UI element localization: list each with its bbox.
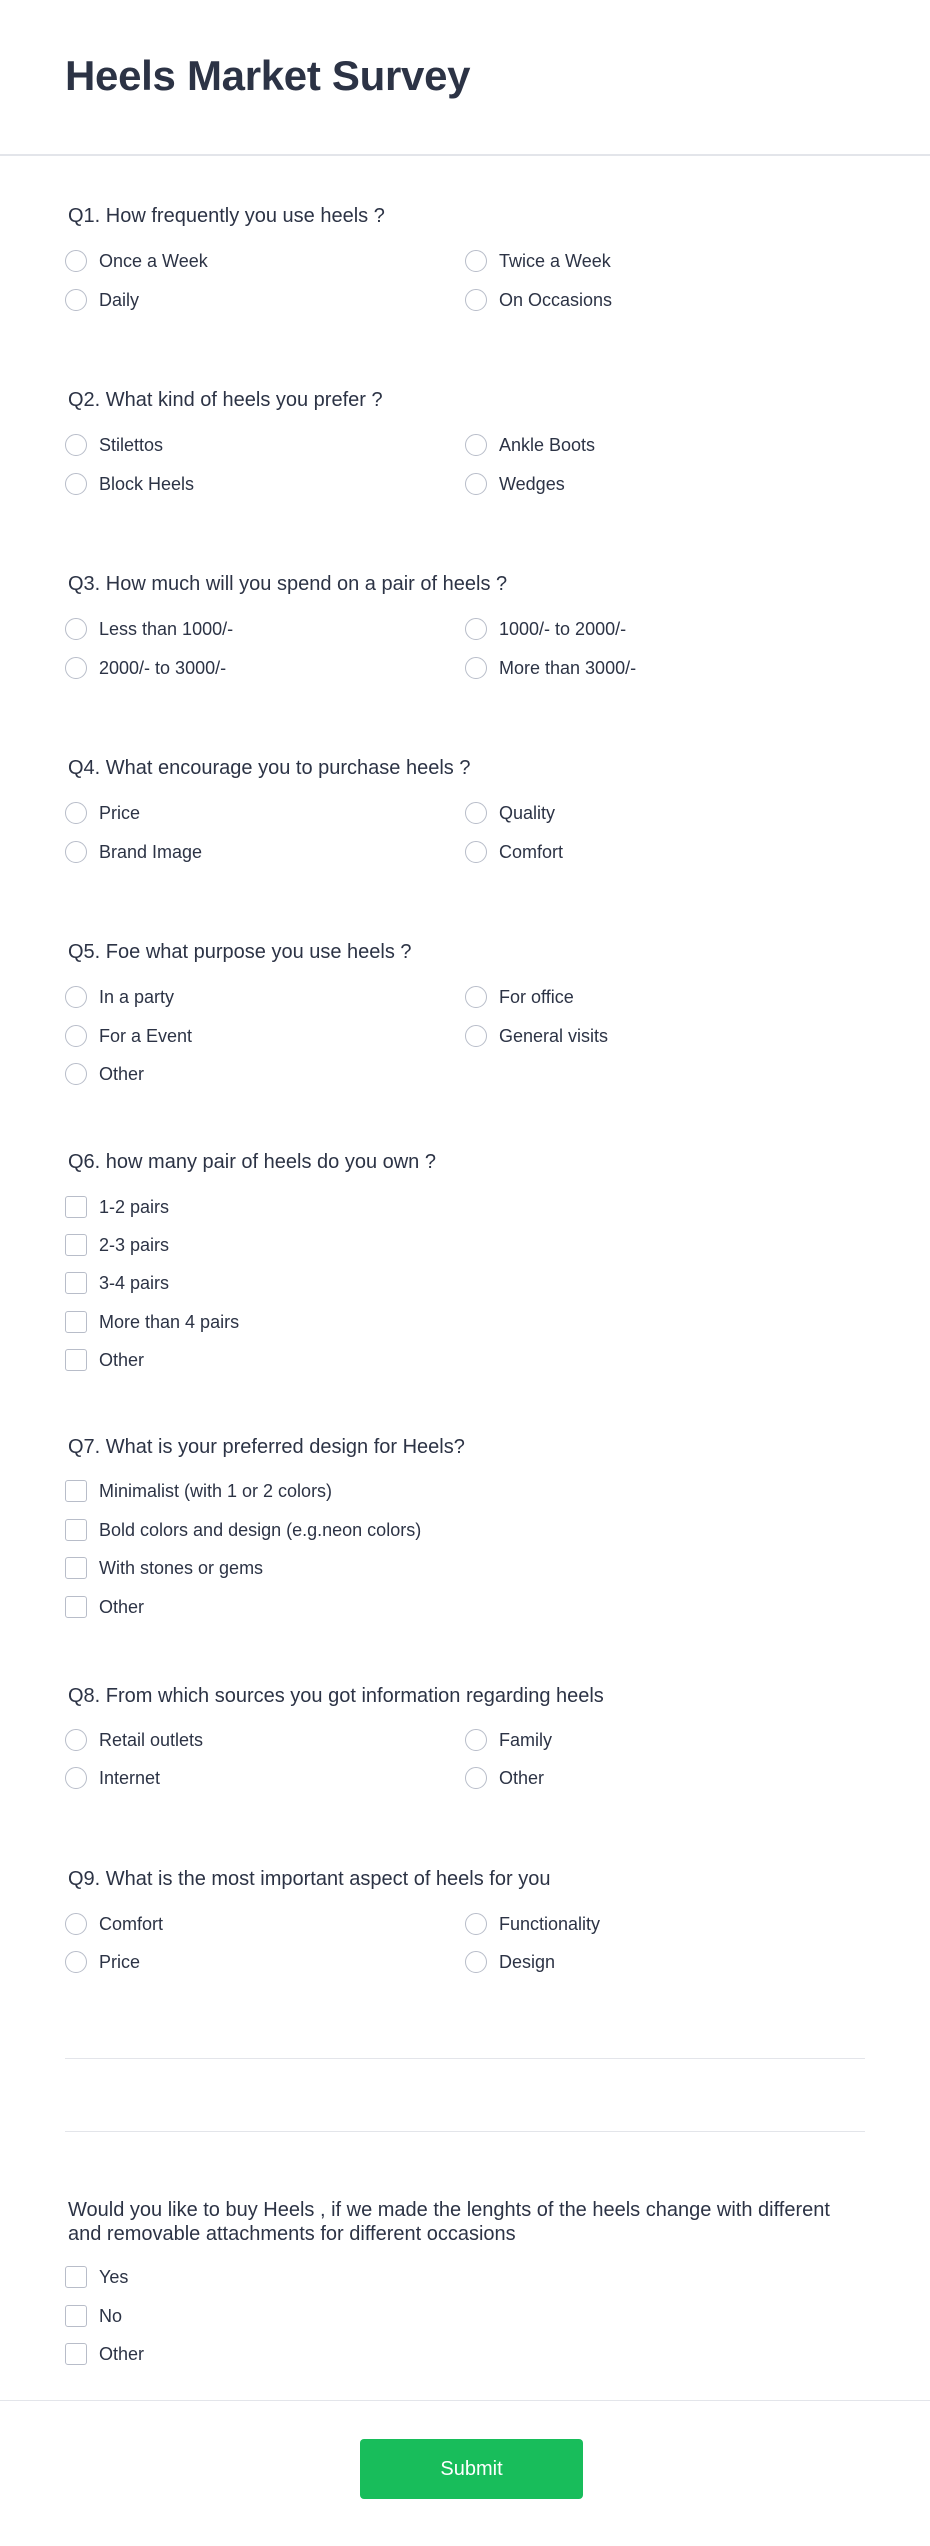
- checkbox[interactable]: [65, 1480, 87, 1502]
- question-label: Q8. From which sources you got information regarding heels: [68, 1685, 604, 1707]
- option-label: Functionality: [499, 1913, 601, 1934]
- radio-button[interactable]: [65, 802, 87, 824]
- radio-button[interactable]: [65, 618, 87, 640]
- section-divider: [65, 2058, 865, 2059]
- question-label: Would you like to buy Heels , if we made the lenghts of the heels change with different and removable attachments for different occasions: [68, 2199, 830, 2245]
- option-functionality[interactable]: [465, 1911, 600, 1937]
- option-other[interactable]: [65, 1347, 144, 1373]
- radio-button[interactable]: [465, 986, 487, 1008]
- option-family[interactable]: [465, 1727, 552, 1753]
- option-label: More than 3000/-: [499, 657, 637, 678]
- radio-button[interactable]: [465, 250, 487, 272]
- option-in-a-party[interactable]: [65, 984, 174, 1010]
- option-less-than-1000[interactable]: [65, 616, 233, 642]
- radio-button[interactable]: [465, 1913, 487, 1935]
- question-adjustable-heels: [65, 2198, 865, 2378]
- option-comfort[interactable]: [465, 839, 563, 865]
- question-q4: [65, 756, 865, 876]
- radio-button[interactable]: [465, 434, 487, 456]
- footer-divider: [0, 2400, 930, 2401]
- option-label: Once a Week: [99, 250, 208, 271]
- option-label: Stilettos: [99, 434, 164, 455]
- question-label: Q1. How frequently you use heels ?: [68, 205, 385, 227]
- option-price[interactable]: [65, 800, 140, 826]
- option-more-than-3000[interactable]: [465, 655, 636, 681]
- option-label: Daily: [99, 289, 140, 310]
- option-3-4-pairs[interactable]: [65, 1270, 169, 1296]
- checkbox[interactable]: [65, 1349, 87, 1371]
- option-yes[interactable]: [65, 2264, 128, 2290]
- option-for-office[interactable]: [465, 984, 574, 1010]
- option-label: 2-3 pairs: [99, 1234, 170, 1255]
- option-label: On Occasions: [499, 289, 613, 310]
- radio-button[interactable]: [65, 1951, 87, 1973]
- option-twice-a-week[interactable]: [465, 248, 611, 274]
- radio-button[interactable]: [65, 289, 87, 311]
- radio-button[interactable]: [465, 1025, 487, 1047]
- option-2-3-pairs[interactable]: [65, 1232, 169, 1258]
- question-label: Q4. What encourage you to purchase heels ?: [68, 757, 471, 779]
- question-label: Q7. What is your preferred design for Heels?: [68, 1436, 465, 1458]
- radio-button[interactable]: [65, 1913, 87, 1935]
- option-label: Price: [99, 802, 141, 823]
- option-label: Other: [99, 1349, 145, 1370]
- question-q9: [65, 1867, 865, 1987]
- radio-button[interactable]: [65, 250, 87, 272]
- radio-button[interactable]: [465, 1767, 487, 1789]
- option-ankle-boots[interactable]: [465, 432, 595, 458]
- option-label: Family: [499, 1729, 552, 1750]
- question-q7: [65, 1435, 865, 1635]
- option-label: Retail outlets: [99, 1729, 204, 1750]
- option-daily[interactable]: [65, 287, 139, 313]
- checkbox[interactable]: [65, 1596, 87, 1618]
- radio-button[interactable]: [465, 841, 487, 863]
- radio-button[interactable]: [465, 289, 487, 311]
- option-label: No: [99, 2305, 123, 2326]
- option-label: 3-4 pairs: [99, 1272, 170, 1293]
- option-quality[interactable]: [465, 800, 555, 826]
- question-label: Q9. What is the most important aspect of heels for you: [68, 1868, 551, 1890]
- option-label: Brand Image: [99, 841, 203, 862]
- checkbox[interactable]: [65, 1557, 87, 1579]
- option-1-2-pairs[interactable]: [65, 1194, 169, 1220]
- option-label: Twice a Week: [499, 250, 611, 271]
- option-price[interactable]: [65, 1949, 140, 1975]
- option-other[interactable]: [465, 1765, 544, 1791]
- checkbox[interactable]: [65, 2343, 87, 2365]
- radio-button[interactable]: [65, 1729, 87, 1751]
- checkbox[interactable]: [65, 1272, 87, 1294]
- option-label: 2000/- to 3000/-: [99, 657, 227, 678]
- option-label: General visits: [499, 1025, 609, 1046]
- question-q6: [65, 1150, 865, 1380]
- submit-button[interactable]: Submit: [360, 2439, 583, 2499]
- radio-button[interactable]: [65, 657, 87, 679]
- option-label: Design: [499, 1951, 556, 1972]
- section-divider: [65, 2131, 865, 2132]
- option-label: Comfort: [99, 1913, 164, 1934]
- option-label: For a Event: [99, 1025, 193, 1046]
- option-label: Bold colors and design (e.g.neon colors): [99, 1519, 422, 1540]
- question-q3: [65, 572, 865, 692]
- option-label: Comfort: [499, 841, 564, 862]
- question-label: Q6. how many pair of heels do you own ?: [68, 1151, 436, 1173]
- checkbox[interactable]: [65, 1196, 87, 1218]
- option-label: In a party: [99, 986, 175, 1007]
- option-other[interactable]: [65, 1594, 144, 1620]
- option-internet[interactable]: [65, 1765, 160, 1791]
- question-label: Q5. Foe what purpose you use heels ?: [68, 941, 412, 963]
- checkbox[interactable]: [65, 2305, 87, 2327]
- option-minimalist[interactable]: [65, 1478, 332, 1504]
- option-block-heels[interactable]: [65, 471, 194, 497]
- option-on-occasions[interactable]: [465, 287, 612, 313]
- option-label: Minimalist (with 1 or 2 colors): [99, 1480, 333, 1501]
- question-label: Q2. What kind of heels you prefer ?: [68, 389, 383, 411]
- radio-button[interactable]: [65, 473, 87, 495]
- option-wedges[interactable]: [465, 471, 565, 497]
- radio-button[interactable]: [465, 657, 487, 679]
- radio-button[interactable]: [65, 1025, 87, 1047]
- option-other[interactable]: [65, 1061, 144, 1087]
- radio-button[interactable]: [65, 841, 87, 863]
- radio-button[interactable]: [465, 618, 487, 640]
- option-no[interactable]: [65, 2303, 122, 2329]
- option-retail-outlets[interactable]: [65, 1727, 203, 1753]
- option-label: Yes: [99, 2266, 129, 2287]
- checkbox[interactable]: [65, 1519, 87, 1541]
- option-other[interactable]: [65, 2341, 144, 2367]
- option-stones-or-gems[interactable]: [65, 1555, 263, 1581]
- checkbox[interactable]: [65, 2266, 87, 2288]
- radio-button[interactable]: [65, 434, 87, 456]
- option-label: 1000/- to 2000/-: [499, 618, 627, 639]
- radio-button[interactable]: [465, 1951, 487, 1973]
- option-label: Block Heels: [99, 473, 195, 494]
- option-label: For office: [499, 986, 574, 1007]
- option-2000-to-3000[interactable]: [65, 655, 226, 681]
- checkbox[interactable]: [65, 1234, 87, 1256]
- option-label: Other: [99, 2343, 145, 2364]
- radio-button[interactable]: [465, 1729, 487, 1751]
- option-label: Ankle Boots: [499, 434, 596, 455]
- option-label: More than 4 pairs: [99, 1311, 240, 1332]
- option-for-a-event[interactable]: [65, 1023, 192, 1049]
- option-label: Other: [499, 1767, 545, 1788]
- option-label: Other: [99, 1596, 145, 1617]
- question-label: Q3. How much will you spend on a pair of heels ?: [68, 573, 508, 595]
- radio-button[interactable]: [65, 1767, 87, 1789]
- form-header: [0, 0, 930, 156]
- option-stilettos[interactable]: [65, 432, 163, 458]
- checkbox[interactable]: [65, 1311, 87, 1333]
- option-label: Other: [99, 1063, 145, 1084]
- question-q2: [65, 388, 865, 508]
- question-q5: [65, 940, 865, 1090]
- radio-button[interactable]: [465, 802, 487, 824]
- option-design[interactable]: [465, 1949, 555, 1975]
- option-label: Internet: [99, 1767, 161, 1788]
- option-label: Less than 1000/-: [99, 618, 234, 639]
- question-q8: [65, 1684, 865, 1804]
- option-label: 1-2 pairs: [99, 1196, 170, 1217]
- radio-button[interactable]: [65, 1063, 87, 1085]
- option-1000-to-2000[interactable]: [465, 616, 626, 642]
- page-title: Heels Market Survey: [65, 52, 471, 99]
- option-bold-colors[interactable]: [65, 1517, 421, 1543]
- option-label: Price: [99, 1951, 141, 1972]
- option-brand-image[interactable]: [65, 839, 202, 865]
- option-label: With stones or gems: [99, 1557, 264, 1578]
- radio-button[interactable]: [65, 986, 87, 1008]
- option-comfort[interactable]: [65, 1911, 163, 1937]
- radio-button[interactable]: [465, 473, 487, 495]
- question-q1: [65, 204, 865, 324]
- option-once-a-week[interactable]: [65, 248, 208, 274]
- option-label: Wedges: [499, 473, 565, 494]
- option-label: Quality: [499, 802, 556, 823]
- option-more-than-4-pairs[interactable]: [65, 1309, 239, 1335]
- option-general-visits[interactable]: [465, 1023, 608, 1049]
